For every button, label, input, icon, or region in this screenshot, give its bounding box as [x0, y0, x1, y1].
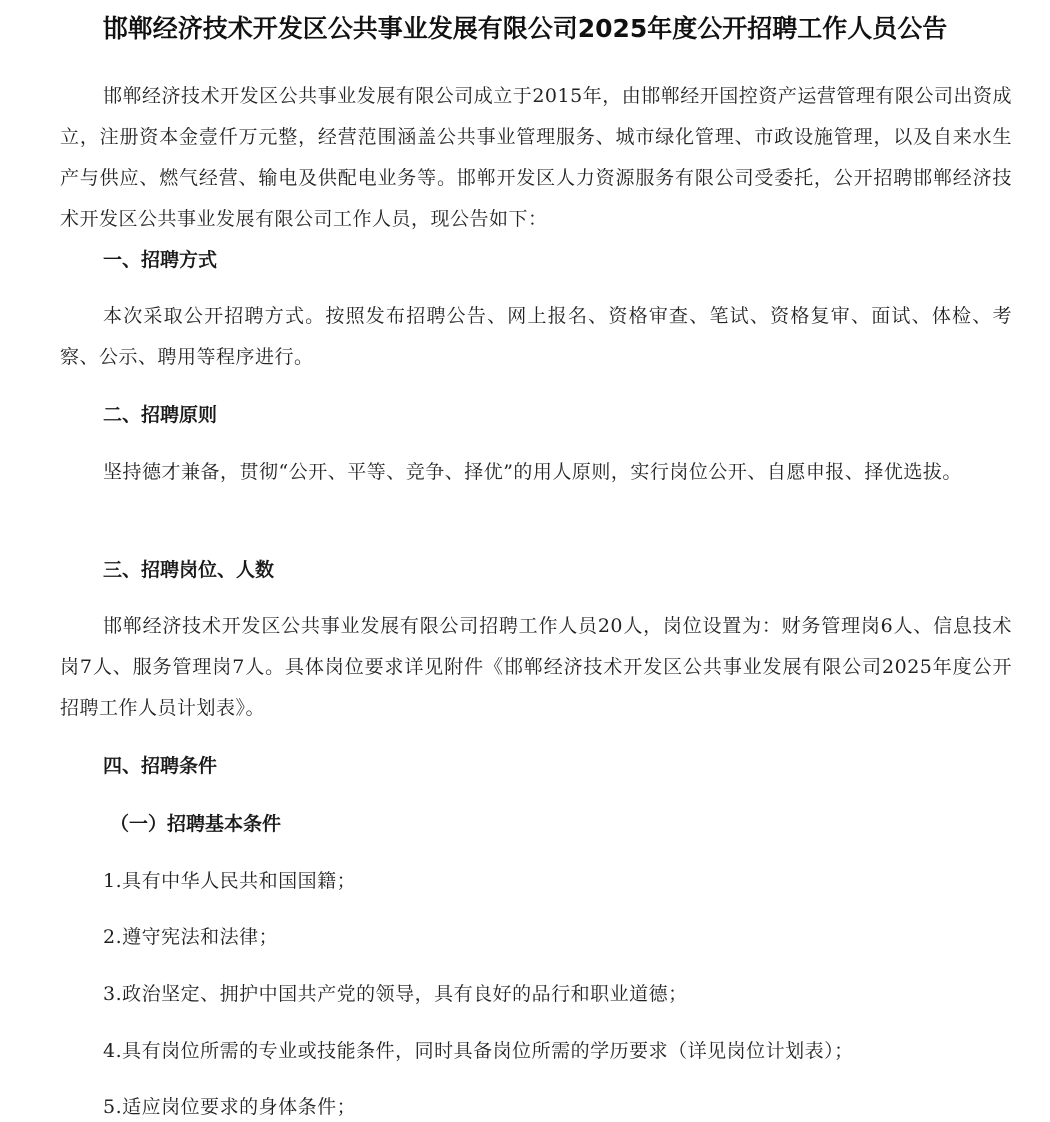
section-body-positions: 邯郸经济技术开发区公共事业发展有限公司招聘工作人员20人，岗位设置为：财务管理岗6人、信息技术岗7人、服务管理岗7人。具体岗位要求详见附件《邯郸经济技术开发区公共事业发展有限公司2025年度公开招聘工作人员计划表》。 [60, 615, 1012, 719]
subsection-heading-basic-conditions: （一）招聘基本条件 [110, 813, 282, 835]
page-title: 邯郸经济技术开发区公共事业发展有限公司2025年度公开招聘工作人员公告 [102, 14, 948, 43]
section-heading-principle: 二、招聘原则 [103, 404, 218, 426]
condition-item: 3.政治坚定、拥护中国共产党的领导，具有良好的品行和职业道德； [103, 983, 688, 1005]
section-heading-positions: 三、招聘岗位、人数 [103, 559, 275, 581]
intro-paragraph: 邯郸经济技术开发区公共事业发展有限公司成立于2015年，由邯郸经开国控资产运营管理有限公司出资成立，注册资本金壹仟万元整，经营范围涵盖公共事业管理服务、城市绿化管理、市政设施管理，以及自来水生产与供应、燃气经营、输电及供配电业务等。邯郸开发区人力资源服务有限公司受委托，公开招聘邯郸经济技术开发区公共事业发展有限公司工作人员，现公告如下： [60, 85, 1012, 230]
condition-item: 1.具有中华人民共和国国籍； [103, 870, 357, 892]
condition-item: 4.具有岗位所需的专业或技能条件，同时具备岗位所需的学历要求（详见岗位计划表）； [103, 1040, 854, 1062]
section-body-principle: 坚持德才兼备，贯彻“公开、平等、竞争、择优”的用人原则，实行岗位公开、自愿申报、择优选拔。 [103, 461, 962, 483]
section-body-method: 本次采取公开招聘方式。按照发布招聘公告、网上报名、资格审查、笔试、资格复审、面试、体检、考察、公示、聘用等程序进行。 [60, 305, 1012, 368]
section-heading-method: 一、招聘方式 [103, 249, 218, 271]
section-heading-conditions: 四、招聘条件 [103, 755, 218, 777]
condition-item: 5.适应岗位要求的身体条件； [103, 1096, 357, 1118]
condition-item: 2.遵守宪法和法律； [103, 926, 279, 948]
